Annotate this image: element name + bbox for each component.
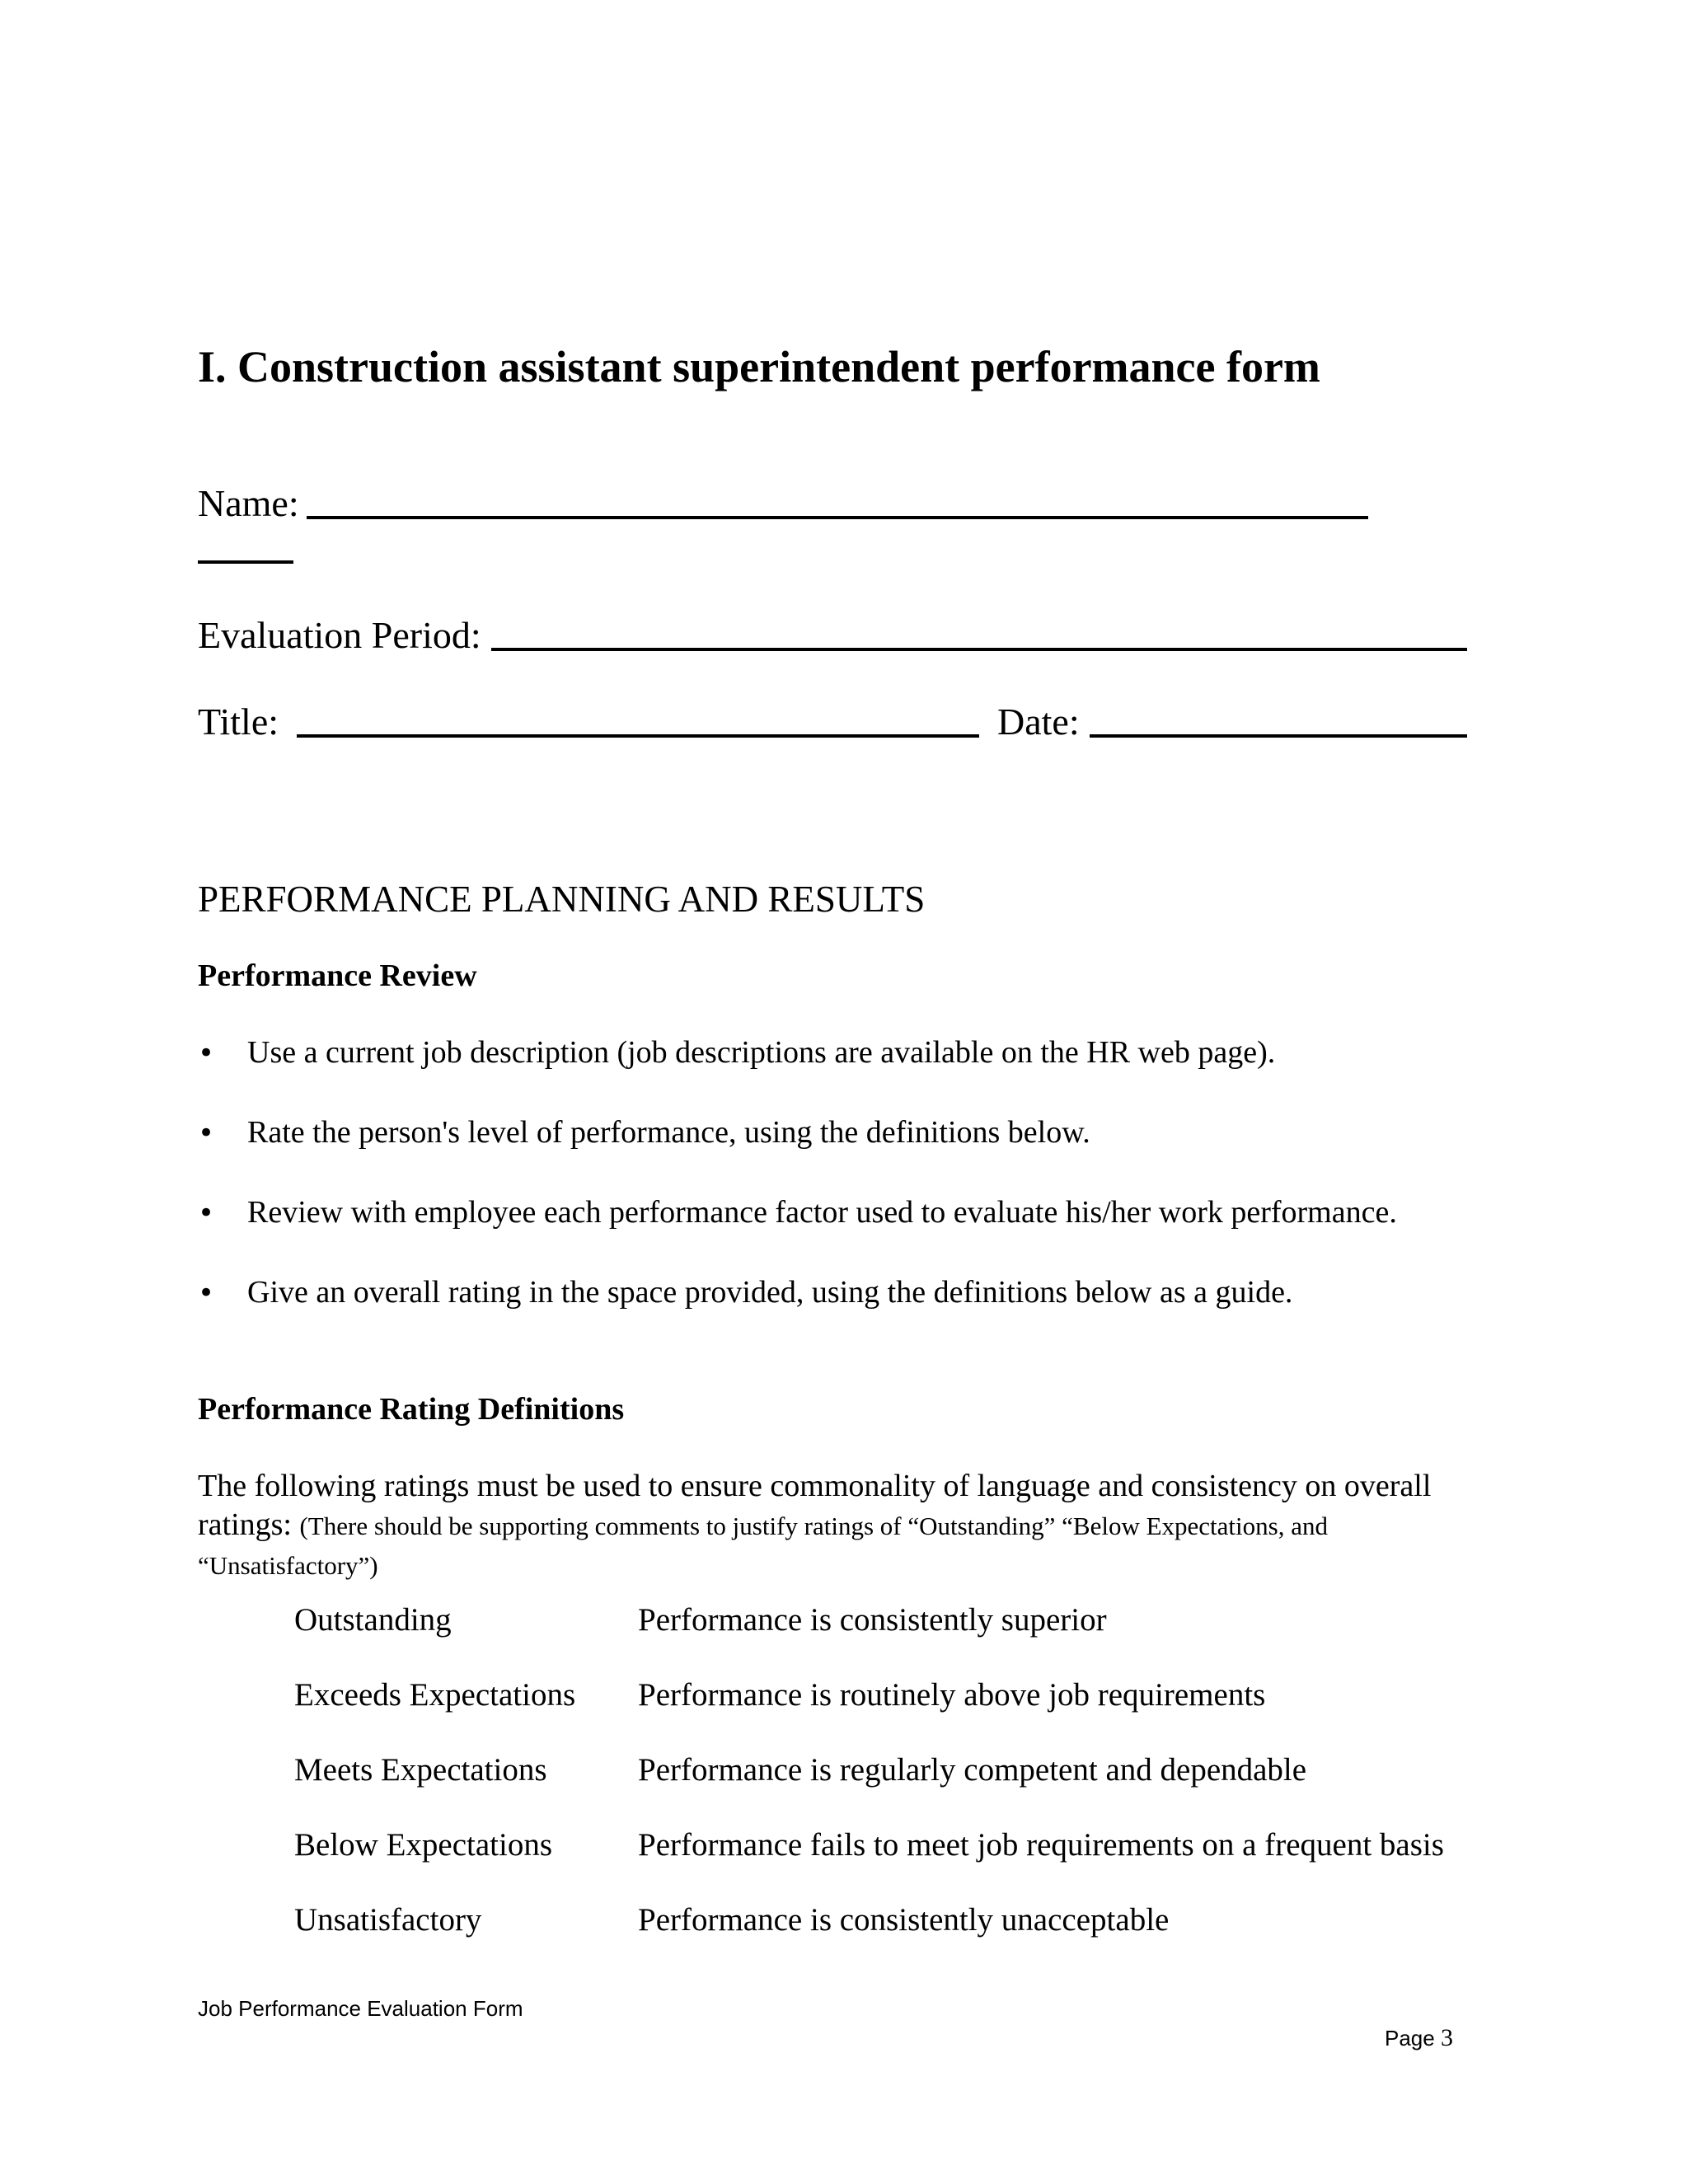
evaluation-period-input-line[interactable]: [491, 648, 1467, 651]
name-label: Name:: [198, 482, 299, 524]
bullet-icon: •: [198, 1037, 215, 1070]
rating-definition: Performance fails to meet job requirements on a frequent basis: [638, 1827, 1444, 1863]
bullet-icon: •: [198, 1117, 215, 1150]
page-number-value: 3: [1440, 2024, 1453, 2051]
date-input-line[interactable]: [1090, 734, 1467, 738]
intro-note: (There should be supporting comments to justify ratings of “Outstanding” “Below Expectations, and “Unsatisfactory”): [198, 1511, 1328, 1580]
evaluation-period-label: Evaluation Period:: [198, 614, 481, 656]
rating-definitions-heading: Performance Rating Definitions: [198, 1392, 625, 1427]
name-input-line-continued[interactable]: [198, 560, 293, 564]
review-bullet: [198, 1117, 1090, 1148]
rating-name: Unsatisfactory: [294, 1902, 482, 1938]
review-bullet-text: Review with employee each performance factor used to evaluate his/her work performance.: [247, 1195, 1397, 1230]
rating-name: Below Expectations: [294, 1827, 553, 1863]
intro-text: The following ratings must be used to ensure commonality of language and consistency on overall ratings:: [198, 1469, 1432, 1542]
rating-definition: Performance is consistently superior: [638, 1602, 1107, 1638]
rating-name: Exceeds Expectations: [294, 1677, 576, 1713]
rating-definitions-intro: [198, 1467, 1484, 1585]
performance-review-heading: Performance Review: [198, 958, 477, 993]
title-label: Title:: [198, 701, 279, 743]
rating-name: Outstanding: [294, 1602, 452, 1638]
rating-definition: Performance is routinely above job requirements: [638, 1677, 1266, 1713]
review-bullet-text: Give an overall rating in the space provided, using the definitions below as a guide.: [247, 1275, 1293, 1310]
title-input-line[interactable]: [297, 734, 979, 738]
page-number: [1385, 2026, 1453, 2050]
review-bullet-text: Rate the person's level of performance, using the definitions below.: [247, 1115, 1090, 1150]
bullet-icon: •: [198, 1277, 215, 1310]
review-bullet: [198, 1037, 1275, 1068]
review-bullet: [198, 1197, 1397, 1228]
page-title: I. Construction assistant superintendent performance form: [198, 342, 1320, 391]
footer-form-name: Job Performance Evaluation Form: [198, 1996, 523, 2021]
name-input-line[interactable]: [307, 516, 1368, 519]
review-bullet: [198, 1277, 1292, 1308]
rating-definition: Performance is regularly competent and dependable: [638, 1752, 1307, 1788]
date-label: Date:: [997, 701, 1080, 743]
rating-name: Meets Expectations: [294, 1752, 547, 1788]
review-bullet-text: Use a current job description (job descriptions are available on the HR web page).: [247, 1035, 1276, 1070]
section-heading: PERFORMANCE PLANNING AND RESULTS: [198, 879, 926, 920]
page-label: Page: [1385, 2026, 1435, 2050]
rating-definition: Performance is consistently unacceptable: [638, 1902, 1170, 1938]
bullet-icon: •: [198, 1197, 215, 1230]
